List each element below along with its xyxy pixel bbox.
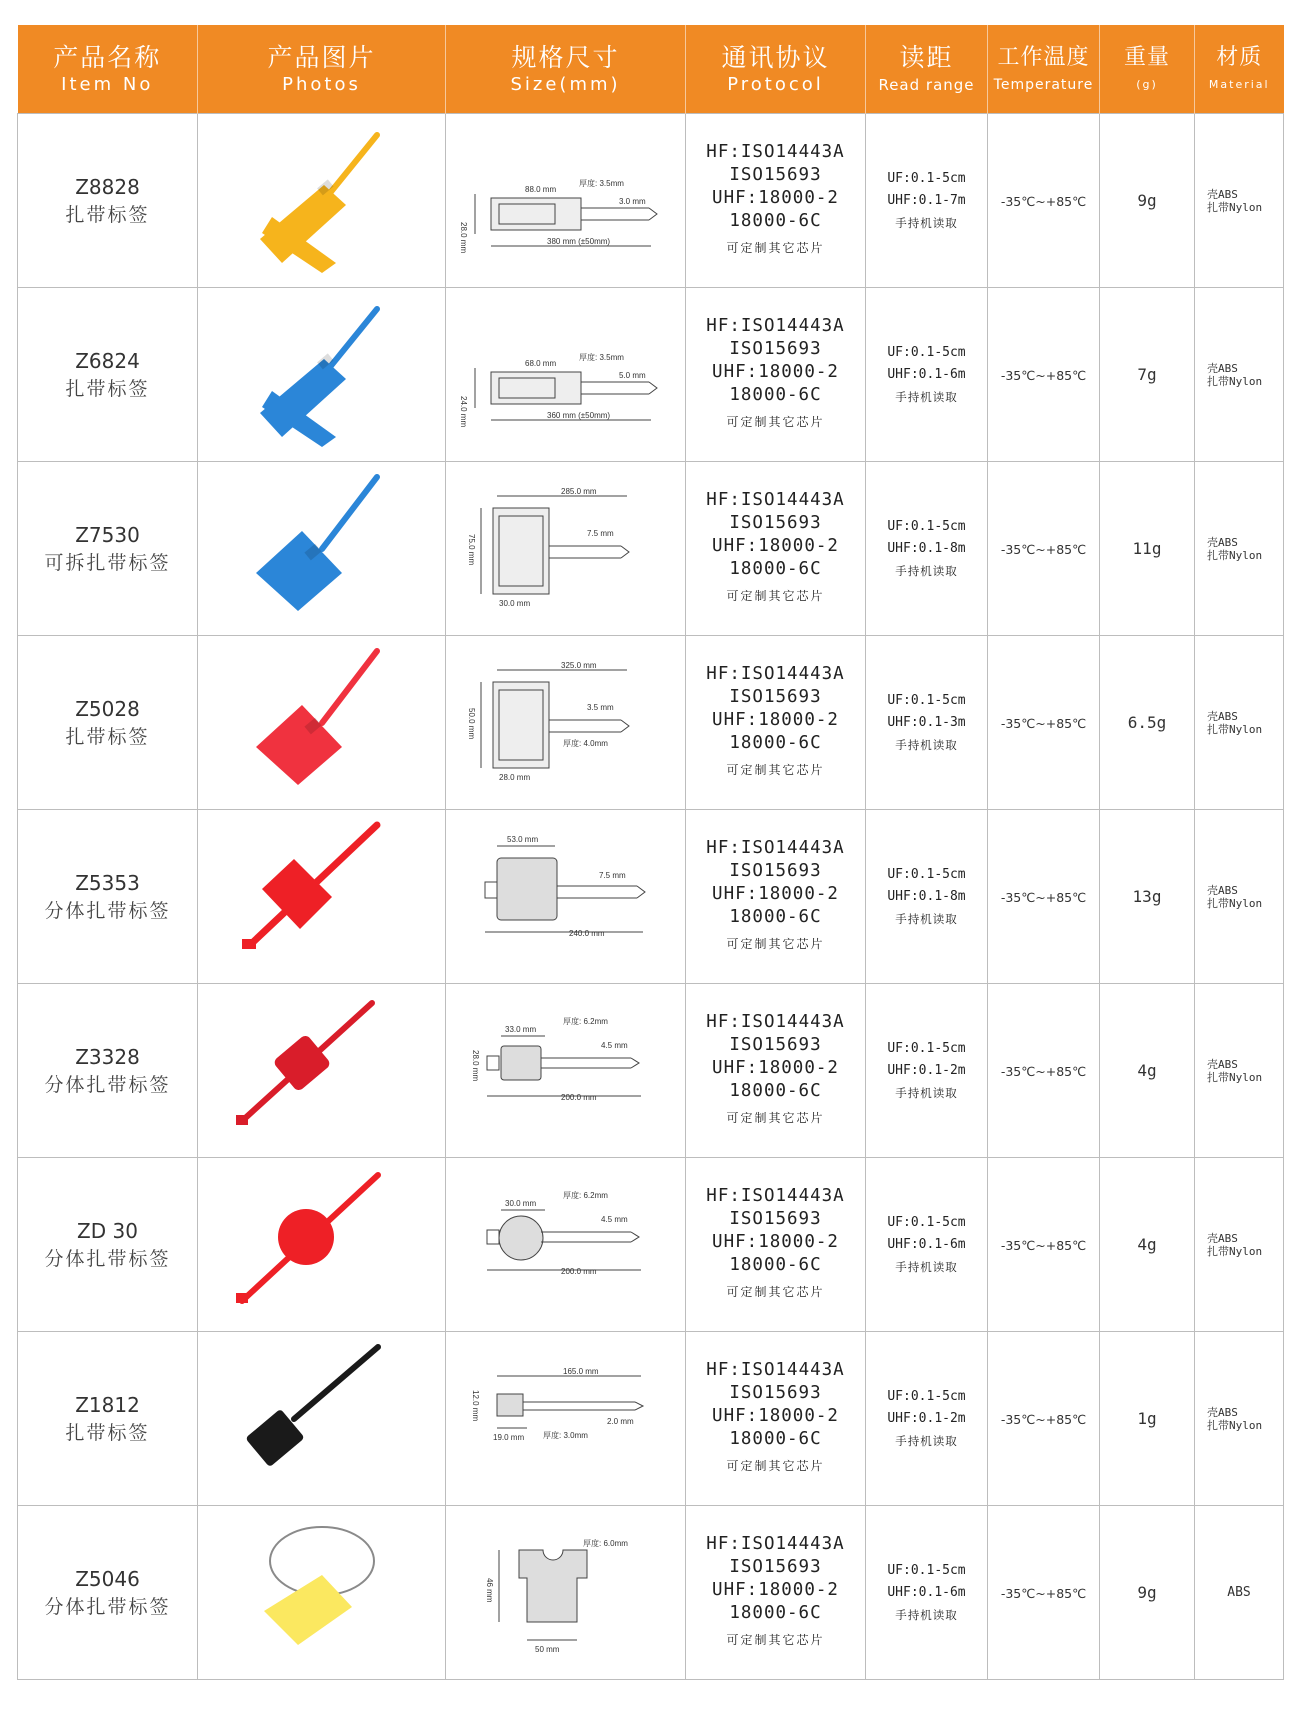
item-name: 分体扎带标签 — [44, 1595, 171, 1618]
protocol-cell — [686, 636, 866, 810]
range-hf: UF:0.1-5cm — [887, 518, 966, 534]
size-svg — [451, 474, 681, 624]
item-cell — [18, 984, 198, 1158]
material-strap: 扎带Nylon — [1207, 896, 1263, 910]
photo-cell — [198, 114, 446, 288]
header-protocol: 通讯协议 Protocol — [686, 25, 866, 114]
weight-cell — [1100, 1506, 1195, 1680]
size-svg — [451, 300, 681, 450]
dim-label: 75.0 mm — [466, 533, 476, 565]
tag-photo — [242, 825, 377, 949]
item-cell — [18, 1506, 198, 1680]
tag-photo — [264, 1527, 374, 1645]
protocol-line: UHF:18000-2 — [712, 1232, 839, 1252]
header-item: 产品名称 Item No — [18, 25, 198, 114]
item-code: Z7530 — [75, 522, 140, 547]
header-size: 规格尺寸 Size(mm) — [446, 25, 686, 114]
protocol-line: UHF:18000-2 — [712, 1580, 839, 1600]
dim-label: 240.0 mm — [568, 928, 605, 938]
range-cell — [866, 1158, 988, 1332]
range-hf: UF:0.1-5cm — [887, 866, 966, 882]
spec-table — [17, 25, 1284, 1680]
reader-note: 手持机读取 — [895, 1607, 958, 1622]
protocol-line: HF:ISO14443A — [706, 1012, 845, 1032]
reader-note: 手持机读取 — [895, 1085, 958, 1100]
item-name: 扎带标签 — [65, 203, 150, 226]
size-cell — [446, 1332, 686, 1506]
protocol-note: 可定制其它芯片 — [726, 1459, 825, 1473]
tag-photo — [256, 477, 377, 611]
item-cell — [18, 810, 198, 984]
item-code: Z5046 — [75, 1566, 140, 1591]
material-cell — [1195, 288, 1284, 462]
dim-label: 12.0 mm — [470, 1389, 480, 1421]
dim-label: 4.5 mm — [600, 1040, 628, 1050]
range-cell — [866, 288, 988, 462]
material-cell — [1195, 114, 1284, 288]
protocol-cell — [686, 984, 866, 1158]
material-cell — [1195, 1506, 1284, 1680]
header-temp: 工作温度 Temperature — [988, 25, 1100, 114]
dim-label: 53.0 mm — [506, 834, 538, 844]
weight-value: 13g — [1132, 887, 1162, 906]
reader-note: 手持机读取 — [895, 1259, 958, 1274]
header-weight: 重量 (g) — [1100, 25, 1195, 114]
item-cell — [18, 288, 198, 462]
item-cell — [18, 462, 198, 636]
protocol-line: ISO15693 — [729, 165, 822, 185]
protocol-cell — [686, 288, 866, 462]
temp-cell — [988, 984, 1100, 1158]
dim-label: 325.0 mm — [560, 660, 597, 670]
protocol-cell — [686, 1332, 866, 1506]
product-row — [18, 1158, 1284, 1332]
photo-cell — [198, 288, 446, 462]
temperature: -35℃~+85℃ — [1000, 716, 1087, 731]
item-name: 分体扎带标签 — [44, 1073, 171, 1096]
dim-label: 厚度: 4.0mm — [562, 738, 608, 748]
protocol-line: HF:ISO14443A — [706, 142, 845, 162]
dim-label: 19.0 mm — [492, 1432, 524, 1442]
material-shell: 壳ABS — [1207, 535, 1238, 549]
temp-cell — [988, 288, 1100, 462]
dim-label: 68.0 mm — [524, 358, 556, 368]
size-svg — [451, 1518, 681, 1668]
product-row — [18, 288, 1284, 462]
size-svg — [451, 822, 681, 972]
reader-note: 手持机读取 — [895, 911, 958, 926]
protocol-cell — [686, 1158, 866, 1332]
photo-cell — [198, 984, 446, 1158]
header-range: 读距 Read range — [866, 25, 988, 114]
protocol-line: 18000-6C — [729, 1603, 822, 1623]
range-uhf: UHF:0.1-8m — [887, 540, 966, 556]
protocol-line: ISO15693 — [729, 687, 822, 707]
item-name: 分体扎带标签 — [44, 899, 171, 922]
protocol-cell — [686, 114, 866, 288]
weight-value: 4g — [1137, 1235, 1157, 1254]
photo-cell — [198, 1158, 446, 1332]
range-cell — [866, 636, 988, 810]
dim-label: 285.0 mm — [560, 486, 597, 496]
temp-cell — [988, 1506, 1100, 1680]
dim-label: 厚度: 6.2mm — [562, 1190, 608, 1200]
temp-cell — [988, 462, 1100, 636]
protocol-note: 可定制其它芯片 — [726, 1285, 825, 1299]
dim-label: 厚度: 3.0mm — [542, 1430, 588, 1440]
photo-cell — [198, 636, 446, 810]
item-code: ZD 30 — [77, 1218, 138, 1243]
dim-label: 3.5 mm — [586, 702, 614, 712]
weight-value: 11g — [1132, 539, 1162, 558]
range-cell — [866, 1332, 988, 1506]
dim-label: 厚度: 6.2mm — [562, 1016, 608, 1026]
tag-photo — [236, 1003, 372, 1125]
range-cell — [866, 114, 988, 288]
item-code: Z3328 — [75, 1044, 140, 1069]
tag-photo — [260, 135, 377, 273]
temperature: -35℃~+85℃ — [1000, 542, 1087, 557]
photo-svg — [202, 817, 442, 977]
material-cell — [1195, 462, 1284, 636]
material-strap: 扎带Nylon — [1207, 374, 1263, 388]
photo-svg — [202, 121, 442, 281]
material-shell: 壳ABS — [1207, 1231, 1238, 1245]
product-row — [18, 1332, 1284, 1506]
protocol-line: HF:ISO14443A — [706, 1186, 845, 1206]
temperature: -35℃~+85℃ — [1000, 368, 1087, 383]
dim-label: 46 mm — [484, 1577, 494, 1602]
dim-label: 厚度: 6.0mm — [582, 1538, 628, 1548]
product-row — [18, 114, 1284, 288]
reader-note: 手持机读取 — [895, 389, 958, 404]
protocol-note: 可定制其它芯片 — [726, 1633, 825, 1647]
dim-label: 165.0 mm — [562, 1366, 599, 1376]
size-diagram — [481, 670, 629, 768]
range-cell — [866, 810, 988, 984]
item-cell — [18, 114, 198, 288]
protocol-cell — [686, 462, 866, 636]
tag-photo — [245, 1347, 378, 1467]
dim-label: 28.0 mm — [458, 221, 468, 253]
size-cell — [446, 462, 686, 636]
item-cell — [18, 636, 198, 810]
range-uhf: UHF:0.1-6m — [887, 1236, 966, 1252]
protocol-note: 可定制其它芯片 — [726, 415, 825, 429]
protocol-line: ISO15693 — [729, 339, 822, 359]
reader-note: 手持机读取 — [895, 737, 958, 752]
product-row — [18, 462, 1284, 636]
protocol-line: ISO15693 — [729, 1035, 822, 1055]
range-uhf: UHF:0.1-7m — [887, 192, 966, 208]
header-row — [18, 25, 1284, 114]
range-hf: UF:0.1-5cm — [887, 170, 966, 186]
weight-cell — [1100, 984, 1195, 1158]
material-strap: 扎带Nylon — [1207, 1418, 1263, 1432]
weight-cell — [1100, 114, 1195, 288]
size-cell — [446, 1506, 686, 1680]
range-uhf: UHF:0.1-8m — [887, 888, 966, 904]
protocol-line: 18000-6C — [729, 1081, 822, 1101]
temperature: -35℃~+85℃ — [1000, 1586, 1087, 1601]
range-uhf: UHF:0.1-2m — [887, 1062, 966, 1078]
protocol-line: UHF:18000-2 — [712, 1058, 839, 1078]
protocol-line: HF:ISO14443A — [706, 1360, 845, 1380]
size-svg — [451, 1170, 681, 1320]
protocol-line: HF:ISO14443A — [706, 1534, 845, 1554]
temp-cell — [988, 1332, 1100, 1506]
weight-cell — [1100, 462, 1195, 636]
photo-svg — [202, 643, 442, 803]
range-hf: UF:0.1-5cm — [887, 692, 966, 708]
photo-svg — [202, 1165, 442, 1325]
dim-label: 厚度: 3.5mm — [578, 178, 624, 188]
item-code: Z5028 — [75, 696, 140, 721]
reader-note: 手持机读取 — [895, 215, 958, 230]
dim-label: 7.5 mm — [598, 870, 626, 880]
temperature: -35℃~+85℃ — [1000, 1064, 1087, 1079]
weight-value: 6.5g — [1127, 713, 1167, 732]
dim-label: 380 mm (±50mm) — [546, 236, 610, 246]
size-cell — [446, 114, 686, 288]
dim-label: 24.0 mm — [458, 395, 468, 427]
protocol-line: ISO15693 — [729, 513, 822, 533]
temp-cell — [988, 810, 1100, 984]
range-uhf: UHF:0.1-6m — [887, 366, 966, 382]
protocol-line: HF:ISO14443A — [706, 316, 845, 336]
size-svg — [451, 996, 681, 1146]
dim-label: 30.0 mm — [504, 1198, 536, 1208]
photo-svg — [202, 295, 442, 455]
item-name: 扎带标签 — [65, 1421, 150, 1444]
product-row — [18, 636, 1284, 810]
material-shell: 壳ABS — [1207, 1057, 1238, 1071]
material-shell: 壳ABS — [1207, 361, 1238, 375]
material-strap: 扎带Nylon — [1207, 1244, 1263, 1258]
product-row — [18, 1506, 1284, 1680]
protocol-line: 18000-6C — [729, 733, 822, 753]
item-code: Z8828 — [75, 174, 140, 199]
dim-label: 50 mm — [534, 1644, 559, 1654]
range-hf: UF:0.1-5cm — [887, 1214, 966, 1230]
protocol-line: 18000-6C — [729, 385, 822, 405]
dim-label: 28.0 mm — [470, 1049, 480, 1081]
size-diagram — [481, 496, 629, 594]
dim-label: 200.0 mm — [560, 1266, 597, 1276]
size-diagram — [485, 846, 645, 932]
material-shell: 壳ABS — [1207, 187, 1238, 201]
item-cell — [18, 1332, 198, 1506]
protocol-line: 18000-6C — [729, 211, 822, 231]
item-name: 扎带标签 — [65, 377, 150, 400]
photo-svg — [202, 1339, 442, 1499]
material-shell: 壳ABS — [1207, 883, 1238, 897]
temp-cell — [988, 636, 1100, 810]
protocol-line: HF:ISO14443A — [706, 838, 845, 858]
material-strap: 扎带Nylon — [1207, 548, 1263, 562]
material-cell — [1195, 1158, 1284, 1332]
material-strap: 扎带Nylon — [1207, 1070, 1263, 1084]
dim-label: 200.0 mm — [560, 1092, 597, 1102]
dim-label: 28.0 mm — [498, 772, 530, 782]
dim-label: 4.5 mm — [600, 1214, 628, 1224]
protocol-line: 18000-6C — [729, 1255, 822, 1275]
protocol-line: ISO15693 — [729, 1557, 822, 1577]
dim-label: 厚度: 3.5mm — [578, 352, 624, 362]
protocol-line: 18000-6C — [729, 907, 822, 927]
temperature: -35℃~+85℃ — [1000, 194, 1087, 209]
protocol-note: 可定制其它芯片 — [726, 241, 825, 255]
item-code: Z5353 — [75, 870, 140, 895]
protocol-line: HF:ISO14443A — [706, 664, 845, 684]
material-strap: 扎带Nylon — [1207, 722, 1263, 736]
size-svg — [451, 648, 681, 798]
tag-photo — [256, 651, 377, 785]
size-cell — [446, 810, 686, 984]
dim-label: 360 mm (±50mm) — [546, 410, 610, 420]
weight-value: 1g — [1137, 1409, 1157, 1428]
material-shell: 壳ABS — [1207, 709, 1238, 723]
protocol-note: 可定制其它芯片 — [726, 589, 825, 603]
weight-cell — [1100, 1332, 1195, 1506]
protocol-note: 可定制其它芯片 — [726, 1111, 825, 1125]
material-cell — [1195, 984, 1284, 1158]
product-row — [18, 984, 1284, 1158]
protocol-line: UHF:18000-2 — [712, 188, 839, 208]
tag-photo — [236, 1175, 378, 1303]
weight-value: 9g — [1137, 1583, 1157, 1602]
size-cell — [446, 288, 686, 462]
photo-svg — [202, 1513, 442, 1673]
material-cell — [1195, 810, 1284, 984]
protocol-cell — [686, 1506, 866, 1680]
protocol-line: ISO15693 — [729, 861, 822, 881]
range-hf: UF:0.1-5cm — [887, 1562, 966, 1578]
reader-note: 手持机读取 — [895, 1433, 958, 1448]
range-hf: UF:0.1-5cm — [887, 1388, 966, 1404]
weight-cell — [1100, 1158, 1195, 1332]
tag-photo — [260, 309, 377, 447]
dim-label: 2.0 mm — [606, 1416, 634, 1426]
protocol-line: UHF:18000-2 — [712, 362, 839, 382]
range-cell — [866, 1506, 988, 1680]
item-name: 可拆扎带标签 — [44, 551, 171, 574]
header-material: 材质 Material — [1195, 25, 1284, 114]
dim-label: 88.0 mm — [524, 184, 556, 194]
temperature: -35℃~+85℃ — [1000, 1238, 1087, 1253]
protocol-note: 可定制其它芯片 — [726, 763, 825, 777]
temperature: -35℃~+85℃ — [1000, 1412, 1087, 1427]
dim-label: 33.0 mm — [504, 1024, 536, 1034]
dim-label: 30.0 mm — [498, 598, 530, 608]
item-name: 分体扎带标签 — [44, 1247, 171, 1270]
photo-svg — [202, 469, 442, 629]
photo-cell — [198, 810, 446, 984]
material-shell: ABS — [1227, 1585, 1251, 1600]
material-cell — [1195, 636, 1284, 810]
protocol-line: 18000-6C — [729, 1429, 822, 1449]
photo-cell — [198, 1332, 446, 1506]
protocol-cell — [686, 810, 866, 984]
weight-cell — [1100, 288, 1195, 462]
size-cell — [446, 1158, 686, 1332]
range-cell — [866, 984, 988, 1158]
protocol-note: 可定制其它芯片 — [726, 937, 825, 951]
range-uhf: UHF:0.1-3m — [887, 714, 966, 730]
dim-label: 3.0 mm — [618, 196, 646, 206]
protocol-line: UHF:18000-2 — [712, 710, 839, 730]
product-row — [18, 810, 1284, 984]
temp-cell — [988, 114, 1100, 288]
photo-cell — [198, 462, 446, 636]
dim-label: 5.0 mm — [618, 370, 646, 380]
spec-sheet — [17, 25, 1283, 1680]
item-code: Z1812 — [75, 1392, 140, 1417]
protocol-line: ISO15693 — [729, 1209, 822, 1229]
dim-label: 50.0 mm — [466, 707, 476, 739]
material-strap: 扎带Nylon — [1207, 200, 1263, 214]
header-photo: 产品图片 Photos — [198, 25, 446, 114]
protocol-line: UHF:18000-2 — [712, 536, 839, 556]
temp-cell — [988, 1158, 1100, 1332]
range-hf: UF:0.1-5cm — [887, 344, 966, 360]
size-cell — [446, 636, 686, 810]
weight-cell — [1100, 636, 1195, 810]
item-name: 扎带标签 — [65, 725, 150, 748]
temperature: -35℃~+85℃ — [1000, 890, 1087, 905]
photo-cell — [198, 1506, 446, 1680]
protocol-line: UHF:18000-2 — [712, 1406, 839, 1426]
material-shell: 壳ABS — [1207, 1405, 1238, 1419]
weight-value: 7g — [1137, 365, 1157, 384]
item-code: Z6824 — [75, 348, 140, 373]
range-uhf: UHF:0.1-6m — [887, 1584, 966, 1600]
photo-svg — [202, 991, 442, 1151]
protocol-line: 18000-6C — [729, 559, 822, 579]
size-diagram — [499, 1550, 587, 1640]
protocol-line: UHF:18000-2 — [712, 884, 839, 904]
size-svg — [451, 126, 681, 276]
protocol-line: ISO15693 — [729, 1383, 822, 1403]
dim-label: 7.5 mm — [586, 528, 614, 538]
item-cell — [18, 1158, 198, 1332]
range-cell — [866, 462, 988, 636]
weight-value: 4g — [1137, 1061, 1157, 1080]
weight-value: 9g — [1137, 191, 1157, 210]
range-hf: UF:0.1-5cm — [887, 1040, 966, 1056]
protocol-line: HF:ISO14443A — [706, 490, 845, 510]
material-cell — [1195, 1332, 1284, 1506]
size-cell — [446, 984, 686, 1158]
range-uhf: UHF:0.1-2m — [887, 1410, 966, 1426]
reader-note: 手持机读取 — [895, 563, 958, 578]
size-svg — [451, 1344, 681, 1494]
weight-cell — [1100, 810, 1195, 984]
